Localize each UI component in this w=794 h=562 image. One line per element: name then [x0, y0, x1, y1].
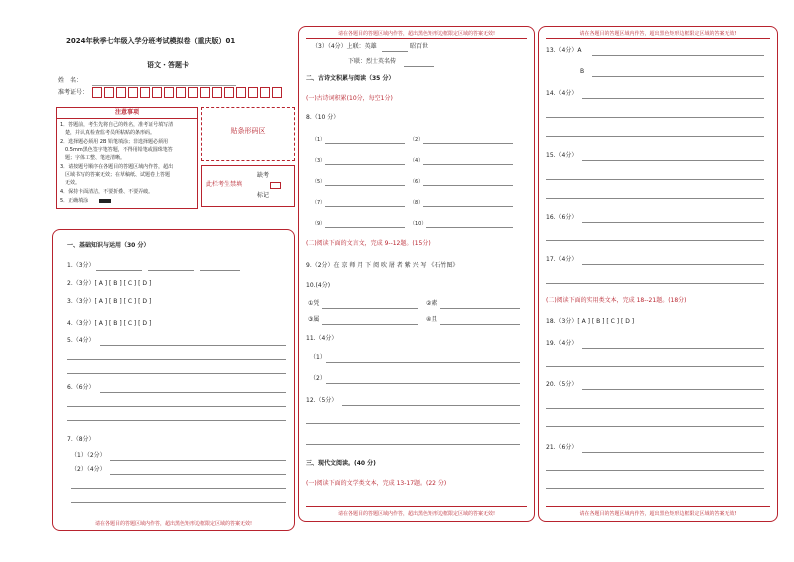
blank-label: （9）: [312, 221, 326, 227]
q11-2-label: （2）: [310, 375, 326, 382]
absent-note: 此栏考生禁填: [206, 181, 243, 188]
notice-item: 0.5mm黑色签字笔答题，不得用铅笔或圆珠笔答: [60, 147, 173, 153]
q7-2-label: （2）（4分）: [71, 466, 106, 473]
absent-top-label: 缺考: [257, 172, 270, 179]
q13-label: 13.（4分）A: [546, 47, 582, 54]
sub1-title: (一)古诗词积累(10分，每空1分): [306, 95, 393, 102]
q14-label: 14.（4分）: [546, 90, 578, 97]
q12-label: 12.（5分）: [306, 397, 338, 404]
notice-box: [56, 107, 198, 209]
page-subtitle: 语文・答题卡: [147, 61, 189, 69]
absent-mark-box: [201, 165, 295, 207]
warning-text: 请在各题目的答题区域内作答，超出黑色矩形边框限定区域的答案无效!: [94, 521, 252, 527]
q10-item-3: ③属: [308, 316, 320, 323]
blank-label: （4）: [410, 158, 424, 164]
q7-3-mid: 昭百世: [410, 43, 429, 50]
blank-label: （2）: [410, 137, 424, 143]
section1-title: 一、基础知识与运用（30 分）: [67, 242, 150, 249]
q10-label: 10.(4分): [306, 282, 331, 289]
notice-item: 4．保持卡面清洁，不要折叠、不要弄破。: [60, 189, 154, 195]
barcode-label: 贴条形码区: [230, 127, 266, 135]
q6-label: 6.（6分）: [67, 384, 95, 391]
q7-label: 7.（8分）: [67, 436, 95, 443]
q5-label: 5.（4分）: [67, 337, 95, 344]
warning-text: 请在各题目的答题区域内作答，超出黑色矩形边框限定区域的答案无效!: [579, 511, 737, 517]
notice-item: 题；字体工整、笔迹清晰。: [60, 155, 126, 161]
q1-label: 1.（3分）: [67, 262, 95, 269]
barcode-area: [201, 107, 295, 161]
q7-3-label: （3）（4分）上联：英雄: [312, 43, 377, 50]
section3-title: 三、现代文阅读。(40 分): [306, 460, 376, 467]
q7-3-down: 下联：烈士英名传: [348, 58, 397, 65]
q20-label: 20.（5分）: [546, 381, 578, 388]
q17-label: 17.（4分）: [546, 256, 578, 263]
q3-choice[interactable]: 3.（3分）[ A ] [ B ] [ C ] [ D ]: [67, 298, 152, 305]
warning-text: 请在各题目的答题区域内作答，超出黑色矩形边框限定区域的答案无效!: [337, 511, 495, 517]
sub4-title: (二)阅读下面的实用类文本，完成 18--21题。(18分): [546, 297, 687, 304]
exam-number-grid[interactable]: [92, 87, 282, 98]
blank-label: （3）: [312, 158, 326, 164]
notice-item: 1．答题前，考生先将自己的姓名，准考证号填写清: [60, 122, 174, 128]
q2-choice[interactable]: 2.（3分）[ A ] [ B ] [ C ] [ D ]: [67, 280, 152, 287]
absent-checkbox[interactable]: [270, 182, 281, 189]
blank-label: （6）: [410, 179, 424, 185]
q19-label: 19.（4分）: [546, 340, 578, 347]
q10-item-2: ②素: [426, 300, 438, 307]
q15-label: 15.（4分）: [546, 152, 578, 159]
notice-item: 无效。: [60, 180, 81, 186]
blank-label: （7）: [312, 200, 326, 206]
q16-label: 16.（6分）: [546, 214, 578, 221]
sub3-title: (一)阅读下面的文学类文本，完成 13-17题。(22 分): [306, 480, 447, 487]
name-field[interactable]: [92, 85, 236, 86]
blank-label: （10）: [410, 221, 427, 227]
q10-item-1: ①凭: [308, 300, 320, 307]
notice-item: 2．选择题必须用 2B 铅笔填涂；非选择题必须用: [60, 139, 168, 145]
name-label: 姓 名：: [58, 77, 83, 84]
notice-item: 3．请按题号顺序在各题目的答题区域内作答，超出: [60, 164, 174, 170]
q9-sentence: 9.（2分）在 京 师 月 下 阅 吹 屠 者 紫 兴 写 《石竹图》: [306, 262, 459, 269]
q21-label: 21.（6分）: [546, 444, 578, 451]
q11-label: 11.（4分）: [306, 335, 338, 342]
q8-label: 8.（10 分）: [306, 114, 340, 121]
warning-text: 请在各题目的答题区域内作答，超出黑色矩形边框限定区域的答案无效!: [337, 31, 495, 37]
q10-item-4: ④且: [426, 316, 438, 323]
q11-1-label: （1）: [310, 354, 326, 361]
notice-item: 5．正确填涂: [60, 198, 89, 204]
q18-choice[interactable]: 18.（3分）[ A ] [ B ] [ C ] [ D ]: [546, 318, 635, 325]
q13-b-label: B: [580, 68, 585, 75]
sub2-title: (二)阅读下面的文言文，完成 9--12题。(15分): [306, 240, 431, 247]
blank-label: （1）: [312, 137, 326, 143]
fill-sample-icon: [99, 199, 111, 203]
absent-bottom-label: 标记: [257, 192, 270, 199]
exam-number-label: 准考证号：: [58, 89, 89, 96]
section1-box: [52, 229, 295, 531]
blank-label: （8）: [410, 200, 424, 206]
notice-item: 楚，并认真检查监考员所粘贴的条形码。: [60, 130, 156, 136]
notice-title: 注意事项: [114, 109, 139, 116]
section2-title: 二、古诗文积累与阅读（35 分）: [306, 75, 395, 82]
q7-1-label: （1）（2分）: [71, 452, 106, 459]
q4-choice[interactable]: 4.（3分）[ A ] [ B ] [ C ] [ D ]: [67, 320, 152, 327]
page-title: 2024年秋季七年级入学分班考试模拟卷（重庆版）01: [66, 37, 236, 45]
warning-text: 请在各题目的答题区域内作答，超出黑色矩形边框限定区域的答案无效!: [579, 31, 737, 37]
blank-label: （5）: [312, 179, 326, 185]
notice-item: 区域书写的答案无效；在草稿纸、试题卷上答题: [60, 172, 171, 178]
